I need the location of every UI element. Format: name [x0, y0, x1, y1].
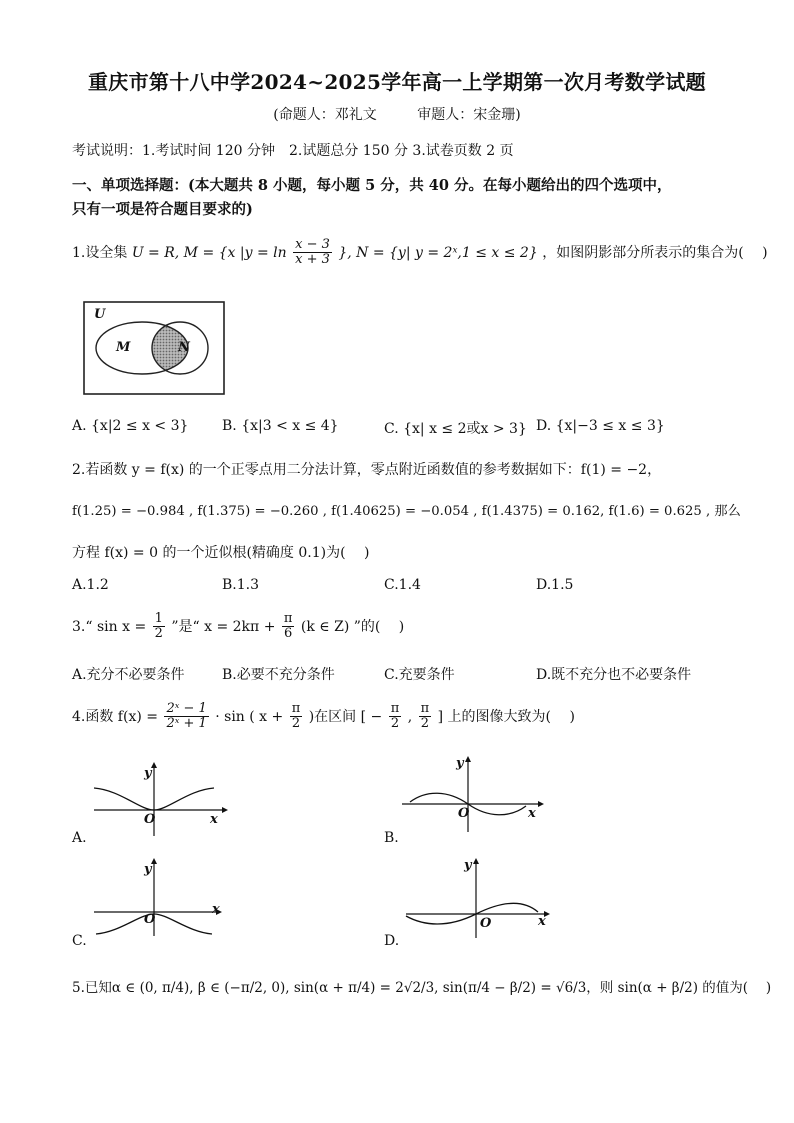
q4-interval-right: $\frac{\pi}{2}$ — [420, 701, 430, 732]
exam-note: 考试说明：1.考试时间 120 分钟 2.试题总分 150 分 3.试卷页数 2 页 — [72, 143, 514, 159]
q2-option-c[interactable]: C.1.4 — [384, 577, 421, 593]
q3-fraction-half: $\frac{1}{2}$ — [154, 611, 163, 642]
q4-stem: 4.函数 f(x) = $\frac{\text{2ˣ − 1}}{\text{2ˣ + 1}}$ · sin ( x + $\frac{\pi}{2}$ )在区间 [ − $\frac{\pi}{2}$ , $\frac{\pi}{2}$ ] 上的图像大致为( ) — [72, 701, 575, 732]
q4-interval-left: $\frac{\pi}{2}$ — [390, 701, 400, 732]
q4-fraction-pi2: $\frac{\pi}{2}$ — [291, 701, 301, 732]
q4-graph-a[interactable]: y x O — [90, 760, 230, 840]
q3-option-c[interactable]: C.充要条件 — [384, 667, 455, 683]
section-heading-line2: 只有一项是符合题目要求的) — [72, 201, 253, 218]
q3-stem: 3.“ sin x = $\frac{1}{2}$ ”是“ x = 2kπ + $\frac{\pi}{6}$ (k ∈ Z) ”的( ) — [72, 611, 405, 642]
q1-fraction: $\frac{x - 3}{x + 3}$ — [295, 237, 330, 268]
page-title: 重庆市第十八中学2024~2025学年高一上学期第一次月考数学试题 — [88, 70, 706, 94]
q1-stem: 1.设全集 U = R, M = {x |y = ln $\frac{x - 3}{x + 3}$ }, N = {y| y = 2ˣ,1 ≤ x ≤ 2} ，如图阴影部分所表示的集合为( ) — [72, 237, 768, 268]
authors-line — [0, 104, 794, 124]
q5-stem: 5.已知α ∈ (0, π/4), β ∈ (−π/2, 0), sin(α + π/4) = 2√2/3, sin(π/4 − β/2) = √6/3，则 sin(α + β/2) 的值为( ) — [72, 980, 772, 996]
q4-option-c[interactable]: C. — [72, 933, 87, 949]
q1-option-a[interactable]: A. {x|2 ≤ x < 3} — [72, 418, 189, 434]
setter: (命题人：邓礼文 — [273, 107, 377, 123]
reviewer: 审题人：宋金珊) — [417, 107, 521, 123]
label-u: U — [94, 307, 106, 322]
q2-option-b[interactable]: B.1.3 — [222, 577, 260, 593]
q4-graph-d[interactable]: y x O — [404, 856, 554, 938]
q3-fraction-pi6: $\frac{\pi}{6}$ — [283, 611, 293, 642]
q4-fraction: $\frac{\text{2ˣ − 1}}{\text{2ˣ + 1}}$ — [166, 701, 207, 732]
q2-option-d[interactable]: D.1.5 — [536, 577, 574, 593]
q4-option-d[interactable]: D. — [384, 933, 400, 949]
q4-graph-c[interactable]: y x O — [92, 856, 232, 938]
q3-option-a[interactable]: A.充分不必要条件 — [72, 667, 185, 683]
label-n: N — [178, 340, 190, 355]
q4-graph-b[interactable]: y x O — [400, 754, 550, 834]
q2-line3: 方程 f(x) = 0 的一个近似根(精确度 0.1)为( ) — [72, 545, 370, 561]
q1-option-b[interactable]: B. {x|3 < x ≤ 4} — [222, 418, 339, 434]
q4-option-a[interactable]: A. — [72, 830, 87, 846]
venn-diagram — [84, 302, 224, 394]
q2-line2: f(1.25) = −0.984 , f(1.375) = −0.260 , f(1.40625) = −0.054 , f(1.4375) = 0.162, f(1.6) = 0.625 , 那么 — [72, 504, 741, 519]
q1-option-d[interactable]: D. {x|−3 ≤ x ≤ 3} — [536, 418, 665, 434]
label-m: M — [116, 340, 131, 355]
q3-option-b[interactable]: B.必要不充分条件 — [222, 667, 335, 683]
q2-option-a[interactable]: A.1.2 — [72, 577, 109, 593]
q2-line1: 2.若函数 y = f(x) 的一个正零点用二分法计算，零点附近函数值的参考数据如下：f(1) = −2， — [72, 462, 662, 478]
q4-option-b[interactable]: B. — [384, 830, 399, 846]
section-heading-line1: 一、单项选择题：(本大题共 8 小题，每小题 5 分，共 40 分。在每小题给出的四个选项中， — [72, 177, 672, 194]
q1-option-c[interactable]: C. {x| x ≤ 2或x > 3} — [384, 421, 527, 437]
q3-option-d[interactable]: D.既不充分也不必要条件 — [536, 667, 692, 683]
